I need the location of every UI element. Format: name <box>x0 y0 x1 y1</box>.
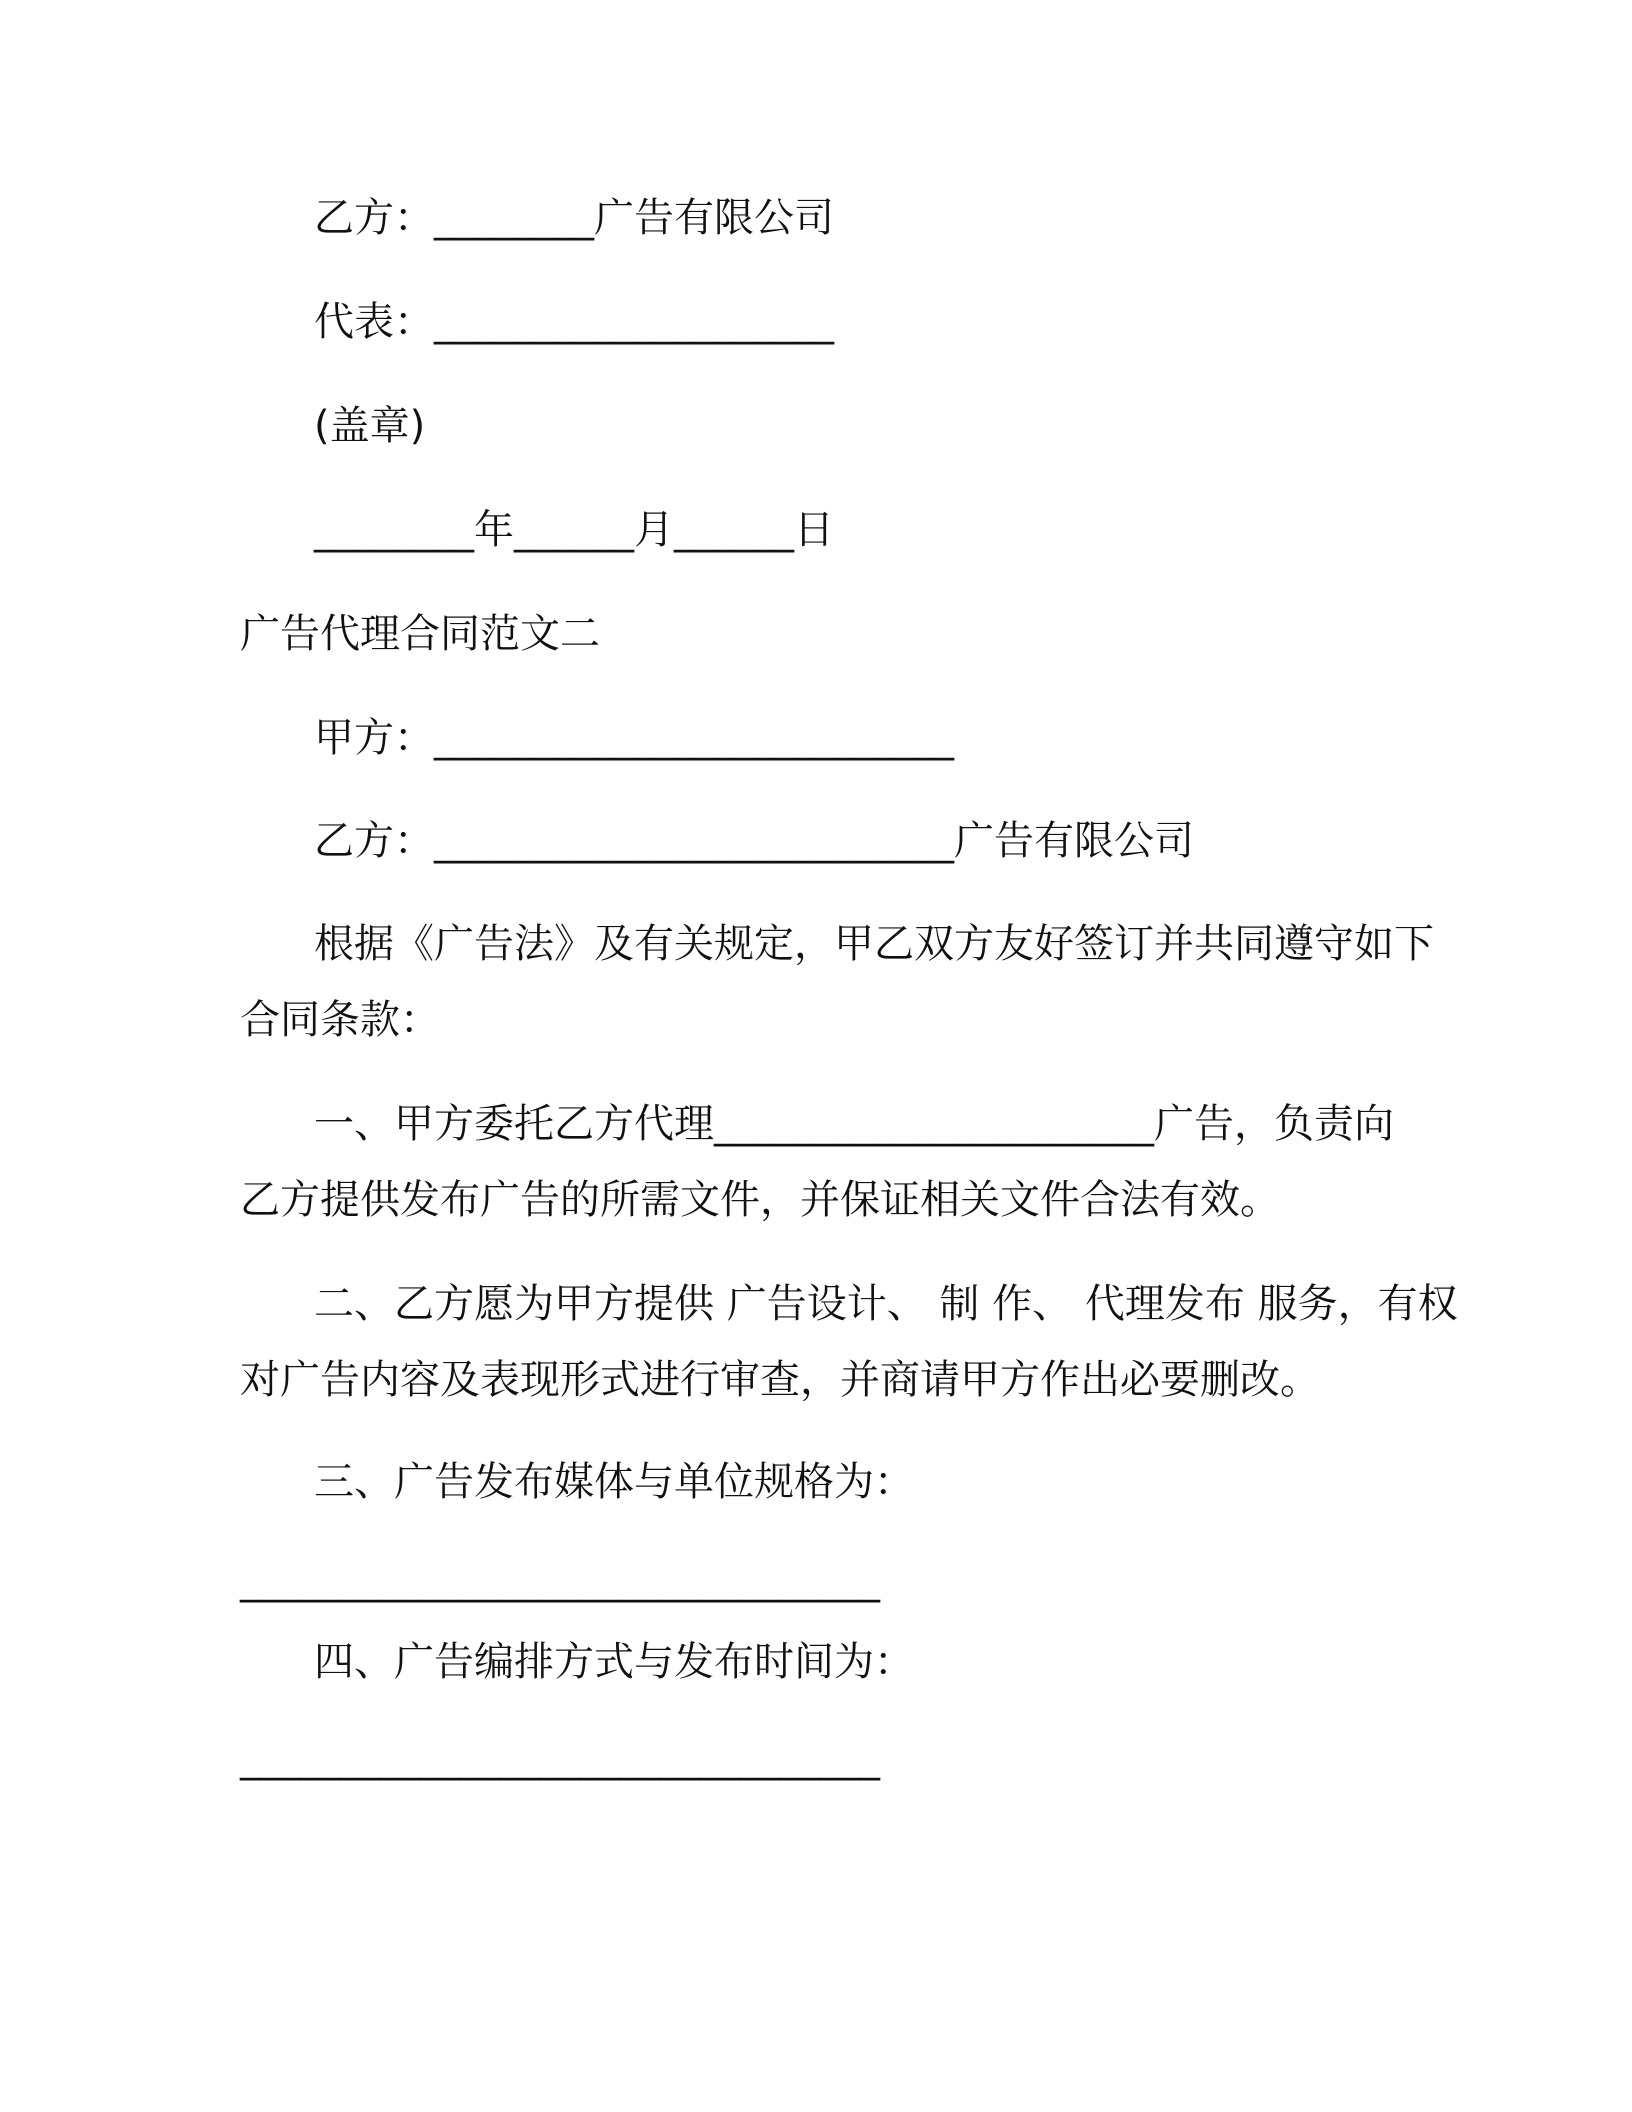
party-b-company-line: 乙方：__________________________广告有限公司 <box>314 818 1194 864</box>
section-title: 广告代理合同范文二 <box>240 611 600 657</box>
clause-2-line-1: 二、乙方愿为甲方提供 广告设计、 制 作、 代理发布 服务，有权 <box>314 1281 1458 1327</box>
party-a-line: 甲方：__________________________ <box>314 715 954 761</box>
preamble-line-2: 合同条款： <box>240 997 440 1043</box>
party-b-line: 乙方：________广告有限公司 <box>314 195 834 241</box>
clause-1-line-1: 一、甲方委托乙方代理______________________广告，负责向 <box>314 1101 1394 1147</box>
clause-3-line: 三、广告发布媒体与单位规格为： <box>314 1459 914 1505</box>
clause-4-blank: ________________________________ <box>240 1735 880 1781</box>
seal-line: (盖章) <box>314 403 426 449</box>
date-line: ________年______月______日 <box>314 507 834 553</box>
clause-4-line: 四、广告编排方式与发布时间为： <box>314 1639 914 1685</box>
representative-line: 代表：____________________ <box>314 299 834 345</box>
clause-1-line-2: 乙方提供发布广告的所需文件，并保证相关文件合法有效。 <box>240 1177 1280 1223</box>
clause-3-blank: ________________________________ <box>240 1557 880 1603</box>
preamble-line-1: 根据《广告法》及有关规定，甲乙双方友好签订并共同遵守如下 <box>314 921 1434 967</box>
clause-2-line-2: 对广告内容及表现形式进行审查，并商请甲方作出必要删改。 <box>240 1357 1320 1403</box>
